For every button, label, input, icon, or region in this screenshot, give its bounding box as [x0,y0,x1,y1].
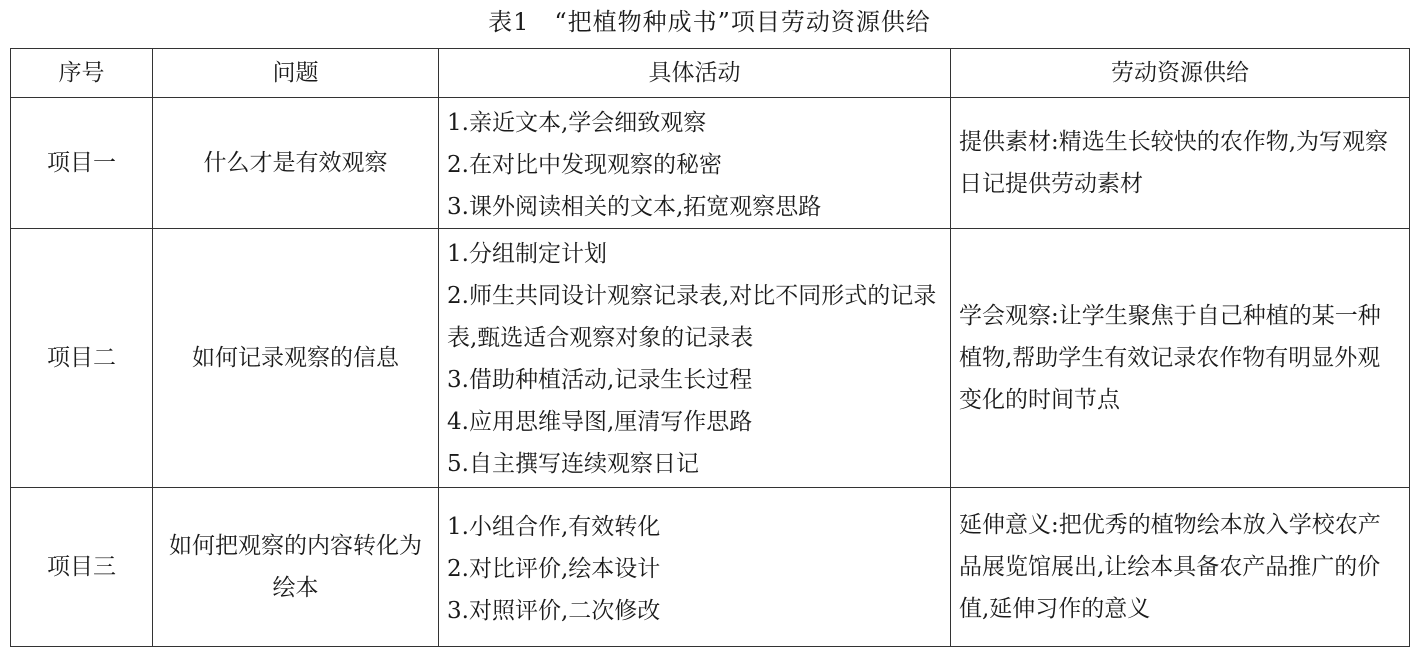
row-supply: 提供素材:精选生长较快的农作物,为写观察日记提供劳动素材 [951,98,1410,229]
header-question: 问题 [153,49,439,98]
table-caption: 表1 “把植物种成书”项目劳动资源供给 [488,8,931,36]
labor-resource-table [10,48,1410,647]
row-question: 如何把观察的内容转化为绘本 [153,488,439,647]
row-seq: 项目二 [11,229,153,488]
table-row [11,229,1410,488]
activity-item: 2.师生共同设计观察记录表,对比不同形式的记录表,甄选适合观察对象的记录表 [447,283,937,351]
row-question: 什么才是有效观察 [153,98,439,229]
activity-item: 3.课外阅读相关的文本,拓宽观察思路 [447,194,822,220]
header-seq: 序号 [11,49,153,98]
activity-item: 3.对照评价,二次修改 [447,598,661,624]
table-row [11,98,1410,229]
activity-item: 1.亲近文本,学会细致观察 [447,110,707,136]
row-activities [439,98,951,229]
row-seq: 项目三 [11,488,153,647]
activity-item: 2.对比评价,绘本设计 [447,556,661,582]
activity-item: 1.小组合作,有效转化 [447,514,661,540]
header-row [11,49,1410,98]
activity-item: 3.借助种植活动,记录生长过程 [447,367,753,393]
activity-item: 2.在对比中发现观察的秘密 [447,152,722,178]
activity-item: 4.应用思维导图,厘清写作思路 [447,409,753,435]
row-activities [439,229,951,488]
row-supply: 延伸意义:把优秀的植物绘本放入学校农产品展览馆展出,让绘本具备农产品推广的价值,延伸习作的意义 [951,488,1410,647]
row-seq: 项目一 [11,98,153,229]
row-activities [439,488,951,647]
table-row [11,488,1410,647]
row-question: 如何记录观察的信息 [153,229,439,488]
row-supply: 学会观察:让学生聚焦于自己种植的某一种植物,帮助学生有效记录农作物有明显外观变化的时间节点 [951,229,1410,488]
header-supply: 劳动资源供给 [951,49,1410,98]
activity-item: 5.自主撰写连续观察日记 [447,451,699,477]
activity-item: 1.分组制定计划 [447,241,607,267]
header-activities: 具体活动 [439,49,951,98]
